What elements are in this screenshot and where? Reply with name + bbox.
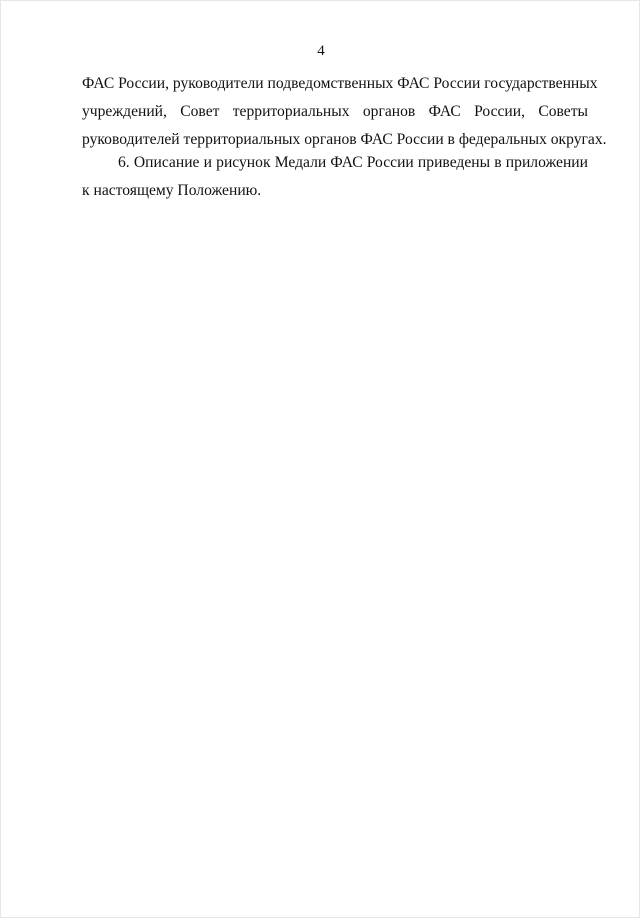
text-line: ФАС России, руководители подведомственных ФАС России государственных [82,75,598,92]
text-line: 6. Описание и рисунок Медали ФАС России приведены в приложении [118,154,588,171]
text-line: руководителей территориальных органов ФАС России в федеральных округах. [82,131,607,148]
text-line: учреждений, Совет территориальных органов ФАС России, Советы [82,103,588,120]
paragraph-item-6 [82,149,588,205]
paragraph-continuation [82,70,607,154]
page-number: 4 [317,43,325,59]
text-line: к настоящему Положению. [82,182,262,199]
